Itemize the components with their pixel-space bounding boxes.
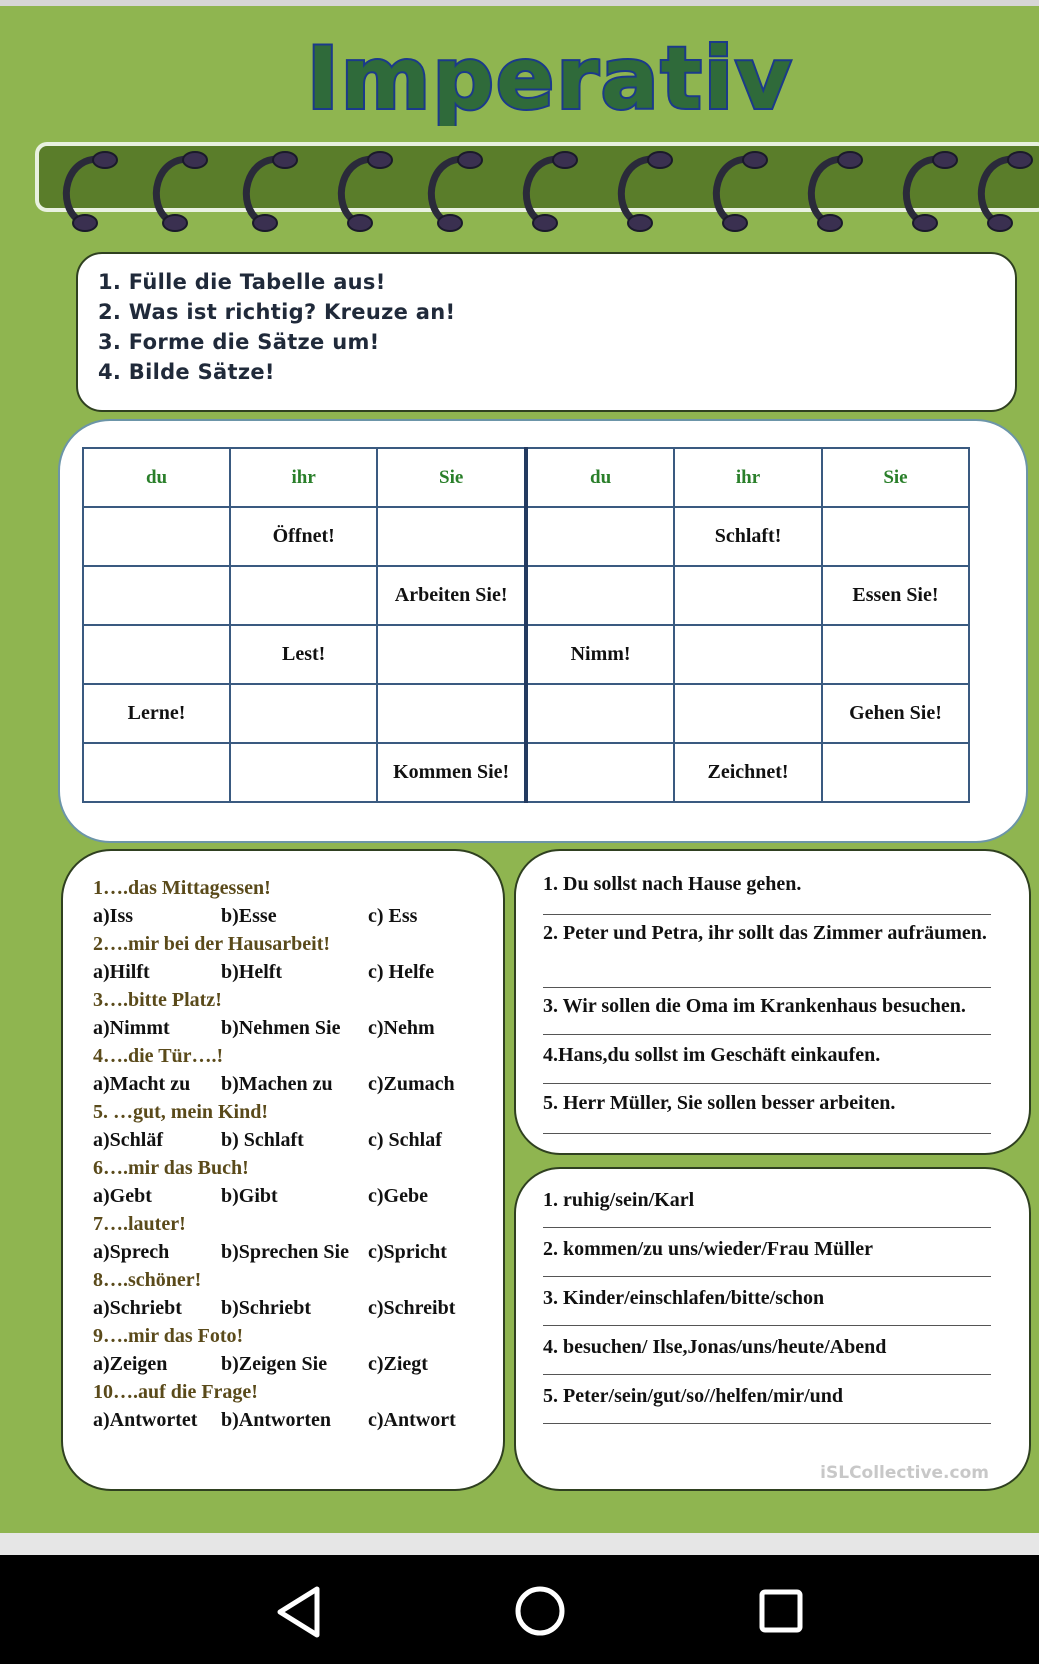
build-sentences-box <box>514 1167 1031 1491</box>
mc-option-b[interactable]: b)Schriebt <box>221 1297 311 1319</box>
mc-option-c[interactable]: c)Nehm <box>368 1017 435 1039</box>
mc-option-c[interactable]: c)Zumach <box>368 1073 455 1095</box>
instruction-2: 2. Was ist richtig? Kreuze an! <box>98 300 456 324</box>
table-row <box>83 625 969 684</box>
ring-hole <box>818 215 842 231</box>
answer-line[interactable] <box>543 1034 991 1035</box>
table-cell[interactable] <box>83 743 230 802</box>
mc-question: 5. …gut, mein Kind! <box>93 1101 269 1123</box>
page-title <box>190 36 910 126</box>
ring-hole <box>838 152 862 168</box>
spiral-ring <box>981 159 1020 221</box>
answer-line[interactable] <box>543 914 991 915</box>
table-cell[interactable] <box>377 625 526 684</box>
answer-line[interactable] <box>543 1133 991 1134</box>
table-cell: Nimm! <box>526 625 674 684</box>
mc-question: 9….mir das Foto! <box>93 1325 244 1347</box>
ring-hole <box>273 152 297 168</box>
table-header-row <box>83 448 969 507</box>
recents-square-icon[interactable] <box>758 1588 804 1634</box>
table-cell[interactable] <box>526 566 674 625</box>
answer-line[interactable] <box>543 1276 991 1277</box>
mc-question: 7….lauter! <box>93 1213 186 1235</box>
mc-question: 2….mir bei der Hausarbeit! <box>93 933 331 955</box>
android-nav-bar <box>0 1555 1039 1664</box>
ring-hole <box>723 215 747 231</box>
table-cell: Lerne! <box>83 684 230 743</box>
table-cell[interactable] <box>83 566 230 625</box>
build-prompt-2: 2. kommen/zu uns/wieder/Frau Müller <box>543 1238 873 1260</box>
build-prompt-1: 1. ruhig/sein/Karl <box>543 1189 695 1211</box>
ring-hole <box>648 152 672 168</box>
build-prompt-5: 5. Peter/sein/gut/so//helfen/mir/und <box>543 1385 843 1407</box>
answer-line[interactable] <box>543 1227 991 1228</box>
mc-option-a[interactable]: a)Antwortet <box>93 1409 198 1431</box>
mc-option-a[interactable]: a)Schläf <box>93 1129 163 1151</box>
spiral-rings <box>40 146 1039 246</box>
mc-option-a[interactable]: a)Sprech <box>93 1241 170 1263</box>
ring-hole <box>93 152 117 168</box>
spiral-ring <box>66 159 105 221</box>
table-cell: Lest! <box>230 625 377 684</box>
header-cell: ihr <box>674 448 822 507</box>
mc-option-a[interactable]: a)Schriebt <box>93 1297 182 1319</box>
table-row <box>83 507 969 566</box>
table-row <box>83 566 969 625</box>
spiral-ring <box>811 159 850 221</box>
ring-hole <box>438 215 462 231</box>
table-cell: Essen Sie! <box>822 566 969 625</box>
header-cell: du <box>83 448 230 507</box>
mc-question: 4….die Tür….! <box>93 1045 224 1067</box>
spiral-ring <box>621 159 660 221</box>
table-cell[interactable] <box>526 507 674 566</box>
instruction-3: 3. Forme die Sätze um! <box>98 330 380 354</box>
table-cell: Arbeiten Sie! <box>377 566 526 625</box>
mc-option-b[interactable]: b)Nehmen Sie <box>221 1017 341 1039</box>
mc-option-c[interactable]: c)Ziegt <box>368 1353 428 1375</box>
header-cell: Sie <box>822 448 969 507</box>
spiral-ring <box>246 159 285 221</box>
table-cell[interactable] <box>377 507 526 566</box>
build-prompt-3: 3. Kinder/einschlafen/bitte/schon <box>543 1287 825 1309</box>
rewrite-sentence-4: 4.Hans,du sollst im Geschäft einkaufen. <box>543 1044 881 1066</box>
table-cell[interactable] <box>83 507 230 566</box>
rewrite-sentence-5: 5. Herr Müller, Sie sollen besser arbeiten. <box>543 1092 896 1114</box>
mc-option-a[interactable]: a)Nimmt <box>93 1017 170 1039</box>
mc-option-b[interactable]: b)Antworten <box>221 1409 331 1431</box>
rewrite-sentence-1: 1. Du sollst nach Hause gehen. <box>543 873 802 895</box>
header-cell: Sie <box>377 448 526 507</box>
answer-line[interactable] <box>543 1325 991 1326</box>
mc-option-a[interactable]: a)Hilft <box>93 961 150 983</box>
mc-option-a[interactable]: a)Zeigen <box>93 1353 168 1375</box>
mc-option-c[interactable]: c) Ess <box>368 905 418 927</box>
table-row <box>83 743 969 802</box>
svg-text:Imperativ: Imperativ <box>306 36 794 126</box>
answer-line[interactable] <box>543 1423 991 1424</box>
mc-option-a[interactable]: a)Gebt <box>93 1185 152 1207</box>
instruction-1: 1. Fülle die Tabelle aus! <box>98 270 386 294</box>
mc-option-c[interactable]: c)Antwort <box>368 1409 456 1431</box>
table-cell[interactable] <box>822 625 969 684</box>
table-cell: Gehen Sie! <box>822 684 969 743</box>
answer-line[interactable] <box>543 1083 991 1084</box>
ring-hole <box>553 152 577 168</box>
instructions-box <box>76 252 1017 412</box>
page-gap <box>0 1533 1039 1555</box>
table-cell[interactable] <box>674 684 822 743</box>
mc-option-a[interactable]: a)Iss <box>93 905 134 927</box>
mc-option-b[interactable]: b)Machen zu <box>221 1073 333 1095</box>
mc-question: 8….schöner! <box>93 1269 202 1291</box>
multiple-choice-box <box>61 849 505 1491</box>
spiral-ring <box>526 159 565 221</box>
mc-option-c[interactable]: c) Schlaf <box>368 1129 442 1151</box>
answer-line[interactable] <box>543 987 991 988</box>
ring-hole <box>933 152 957 168</box>
mc-option-b[interactable]: b)Zeigen Sie <box>221 1353 328 1375</box>
watermark: iSLCollective.com <box>820 1463 989 1483</box>
mc-question: 6….mir das Buch! <box>93 1157 249 1179</box>
table-cell[interactable] <box>526 743 674 802</box>
mc-option-a[interactable]: a)Macht zu <box>93 1073 191 1095</box>
ring-hole <box>1008 152 1032 168</box>
rewrite-sentence-3: 3. Wir sollen die Oma im Krankenhaus besuchen. <box>543 995 966 1017</box>
table-cell[interactable] <box>822 743 969 802</box>
rewrite-sentence-2: 2. Peter und Petra, ihr sollt das Zimmer aufräumen. <box>543 922 987 944</box>
ring-hole <box>253 215 277 231</box>
mc-option-b[interactable]: b)Gibt <box>221 1185 278 1207</box>
table-cell[interactable] <box>83 625 230 684</box>
back-triangle-icon[interactable] <box>275 1585 323 1639</box>
spiral-ring <box>906 159 945 221</box>
rewrite-sentences-box <box>514 849 1031 1155</box>
ring-hole <box>913 215 937 231</box>
mc-option-c[interactable]: c)Gebe <box>368 1185 428 1207</box>
ring-hole <box>628 215 652 231</box>
table-cell[interactable] <box>674 566 822 625</box>
table-cell[interactable] <box>526 684 674 743</box>
table-cell[interactable] <box>230 684 377 743</box>
conjugation-table <box>82 447 970 803</box>
worksheet <box>0 6 1039 1533</box>
mc-option-c[interactable]: c)Schreibt <box>368 1297 456 1319</box>
mc-option-c[interactable]: c) Helfe <box>368 961 435 983</box>
mc-option-b[interactable]: b)Sprechen Sie <box>221 1241 349 1263</box>
mc-option-b[interactable]: b) Schlaft <box>221 1129 304 1151</box>
mc-question: 3….bitte Platz! <box>93 989 222 1011</box>
header-cell: du <box>526 448 674 507</box>
table-cell[interactable] <box>230 743 377 802</box>
table-cell[interactable] <box>377 684 526 743</box>
ring-hole <box>743 152 767 168</box>
ring-hole <box>988 215 1012 231</box>
ring-hole <box>458 152 482 168</box>
table-cell: Zeichnet! <box>674 743 822 802</box>
home-circle-icon[interactable] <box>514 1585 566 1637</box>
header-cell: ihr <box>230 448 377 507</box>
ring-hole <box>533 215 557 231</box>
ring-hole <box>183 152 207 168</box>
mc-question: 1….das Mittagessen! <box>93 877 271 899</box>
spiral-ring <box>341 159 380 221</box>
table-cell[interactable] <box>230 566 377 625</box>
ring-hole <box>163 215 187 231</box>
ring-hole <box>348 215 372 231</box>
spiral-ring <box>431 159 470 221</box>
ring-hole <box>368 152 392 168</box>
spiral-ring <box>716 159 755 221</box>
build-prompt-4: 4. besuchen/ Ilse,Jonas/uns/heute/Abend <box>543 1336 887 1358</box>
table-row <box>83 684 969 743</box>
mc-option-b[interactable]: b)Esse <box>221 905 277 927</box>
spiral-ring <box>156 159 195 221</box>
ring-hole <box>73 215 97 231</box>
table-cell[interactable] <box>674 625 822 684</box>
mc-option-c[interactable]: c)Spricht <box>368 1241 447 1263</box>
table-cell: Öffnet! <box>230 507 377 566</box>
table-cell[interactable] <box>822 507 969 566</box>
answer-line[interactable] <box>543 1374 991 1375</box>
mc-question: 10….auf die Frage! <box>93 1381 258 1403</box>
table-cell: Kommen Sie! <box>377 743 526 802</box>
instruction-4: 4. Bilde Sätze! <box>98 360 275 384</box>
table-cell: Schlaft! <box>674 507 822 566</box>
mc-option-b[interactable]: b)Helft <box>221 961 283 983</box>
